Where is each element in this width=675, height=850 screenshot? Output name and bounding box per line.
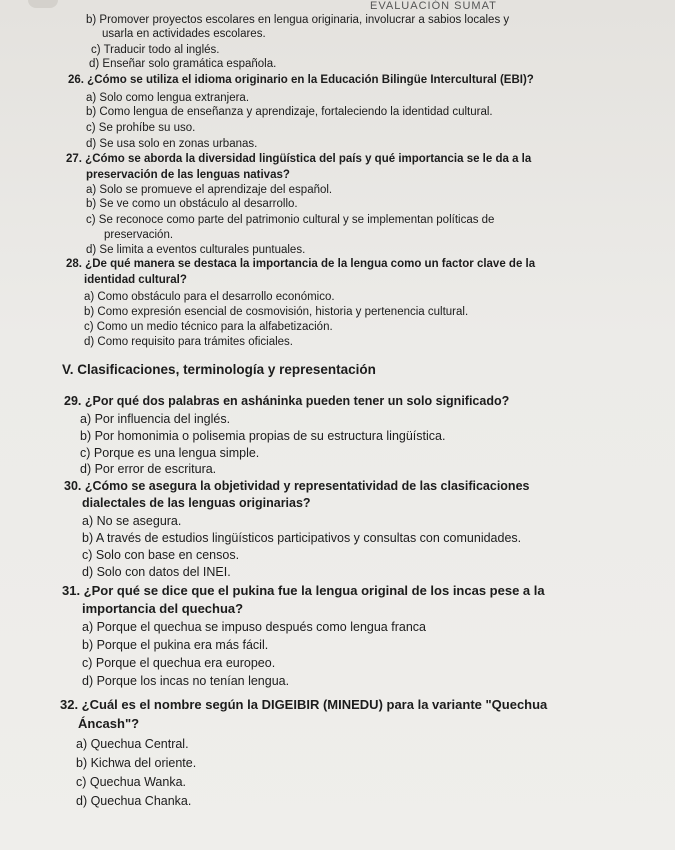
q32-option-b: b) Kichwa del oriente. [76, 756, 197, 770]
q27-option-a: a) Solo se promueve el aprendizaje del español. [86, 184, 333, 196]
q26-option-a: a) Solo como lengua extranjera. [86, 92, 250, 104]
q32-question-line2: Áncash"? [78, 716, 140, 731]
q27-question-line2: preservación de las lenguas nativas? [86, 169, 290, 181]
q26-option-b: b) Como lengua de enseñanza y aprendizaje, fortaleciendo la identidad cultural. [86, 106, 493, 118]
q31-option-a: a) Porque el quechua se impuso después como lengua franca [82, 620, 426, 634]
q28-option-c: c) Como un medio técnico para la alfabetización. [84, 321, 333, 333]
q28-option-a: a) Como obstáculo para el desarrollo económico. [84, 291, 335, 303]
q30-option-d: d) Solo con datos del INEI. [82, 565, 231, 579]
q30-option-c: c) Solo con base en censos. [82, 548, 240, 562]
q26-question: 26. ¿Cómo se utiliza el idioma originario en la Educación Bilingüe Intercultural (EBI)? [68, 74, 534, 86]
q25-option-b-line1: b) Promover proyectos escolares en lengua originaria, involucrar a sabios locales y [86, 14, 510, 26]
q30-option-a: a) No se asegura. [82, 514, 182, 528]
q31-option-b: b) Porque el pukina era más fácil. [82, 638, 269, 652]
q31-question-line2: importancia del quechua? [82, 601, 244, 616]
q28-option-b: b) Como expresión esencial de cosmovisión, historia y pertenencia cultural. [84, 306, 469, 318]
q32-question-line1: 32. ¿Cuál es el nombre según la DIGEIBIR (MINEDU) para la variante "Quechua [60, 697, 548, 712]
q27-question-line1: 27. ¿Cómo se aborda la diversidad lingüística del país y qué importancia se le da a la [66, 153, 532, 165]
q28-question-line2: identidad cultural? [84, 274, 187, 286]
q31-question-line1: 31. ¿Por qué se dice que el pukina fue la lengua original de los incas pese a la [62, 583, 545, 598]
q30-question-line1: 30. ¿Cómo se asegura la objetividad y representatividad de las clasificaciones [64, 479, 530, 493]
q32-option-a: a) Quechua Central. [76, 737, 189, 751]
page-blot [28, 0, 58, 8]
q29-question: 29. ¿Por qué dos palabras en asháninka pueden tener un solo significado? [64, 394, 510, 408]
q31-option-c: c) Porque el quechua era europeo. [82, 656, 276, 670]
q29-option-a: a) Por influencia del inglés. [80, 412, 231, 426]
q27-option-c-line2: preservación. [104, 229, 174, 241]
q26-option-d: d) Se usa solo en zonas urbanas. [86, 138, 258, 150]
q25-option-b-line2: usarla en actividades escolares. [102, 28, 266, 40]
section-title: V. Clasificaciones, terminología y representación [62, 362, 376, 377]
q25-option-d: d) Enseñar solo gramática española. [89, 58, 277, 70]
q32-option-d: d) Quechua Chanka. [76, 794, 192, 808]
q30-option-b: b) A través de estudios lingüísticos participativos y consultas con comunidades. [82, 531, 522, 545]
q29-option-d: d) Por error de escritura. [80, 462, 217, 476]
q29-option-b: b) Por homonimia o polisemia propias de su estructura lingüística. [80, 429, 446, 443]
q27-option-c-line1: c) Se reconoce como parte del patrimonio cultural y se implementan políticas de [86, 214, 495, 226]
q27-option-d: d) Se limita a eventos culturales puntuales. [86, 244, 306, 256]
q25-option-c: c) Traducir todo al inglés. [91, 44, 220, 56]
q28-question-line1: 28. ¿De qué manera se destaca la importancia de la lengua como un factor clave de la [66, 258, 536, 270]
page-header: EVALUACIÓN SUMAT [370, 0, 497, 12]
q32-option-c: c) Quechua Wanka. [76, 775, 187, 789]
q31-option-d: d) Porque los incas no tenían lengua. [82, 674, 290, 688]
q27-option-b: b) Se ve como un obstáculo al desarrollo. [86, 198, 298, 210]
q26-option-c: c) Se prohíbe su uso. [86, 122, 196, 134]
q30-question-line2: dialectales de las lenguas originarias? [82, 496, 311, 510]
q28-option-d: d) Como requisito para trámites oficiales. [84, 336, 293, 348]
q29-option-c: c) Porque es una lengua simple. [80, 446, 260, 460]
